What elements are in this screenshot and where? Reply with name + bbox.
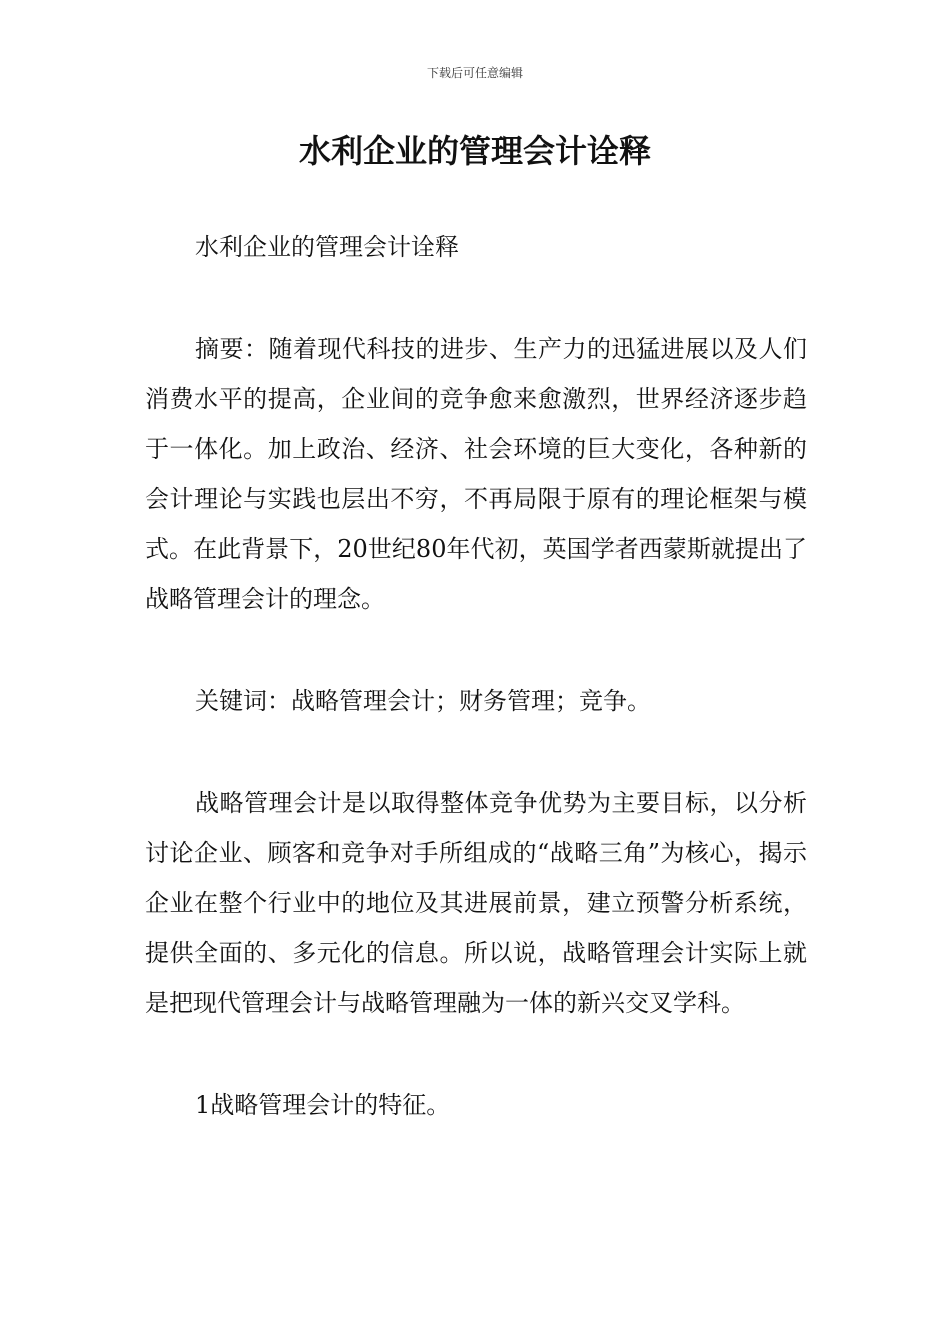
- header-note: 下载后可任意编辑: [426, 66, 523, 80]
- document-body: [145, 222, 807, 1182]
- document-title: 水利企业的管理会计诠释: [298, 132, 651, 170]
- paragraph-abstract: 摘要：随着现代科技的进步、生产力的迅猛进展以及人们消费水平的提高，企业间的竞争愈来愈激烈，世界经济逐步趋于一体化。加上政治、经济、社会环境的巨大变化，各种新的会计理论与实践也层出不穷，不再局限于原有的理论框架与模式。在此背景下，20世纪80年代初，英国学者西蒙斯就提出了战略管理会计的理念。: [145, 335, 807, 613]
- paragraph-body: 战略管理会计是以取得整体竞争优势为主要目标，以分析讨论企业、顾客和竞争对手所组成的“战略三角”为核心，揭示企业在整个行业中的地位及其进展前景，建立预警分析系统，提供全面的、多元化的信息。所以说，战略管理会计实际上就是把现代管理会计与战略管理融为一体的新兴交叉学科。: [145, 789, 807, 1017]
- paragraph-keywords: 关键词：战略管理会计；财务管理；竞争。: [195, 687, 651, 715]
- section-heading: 1战略管理会计的特征。: [195, 1091, 451, 1119]
- paragraph-subtitle: 水利企业的管理会计诠释: [195, 233, 459, 261]
